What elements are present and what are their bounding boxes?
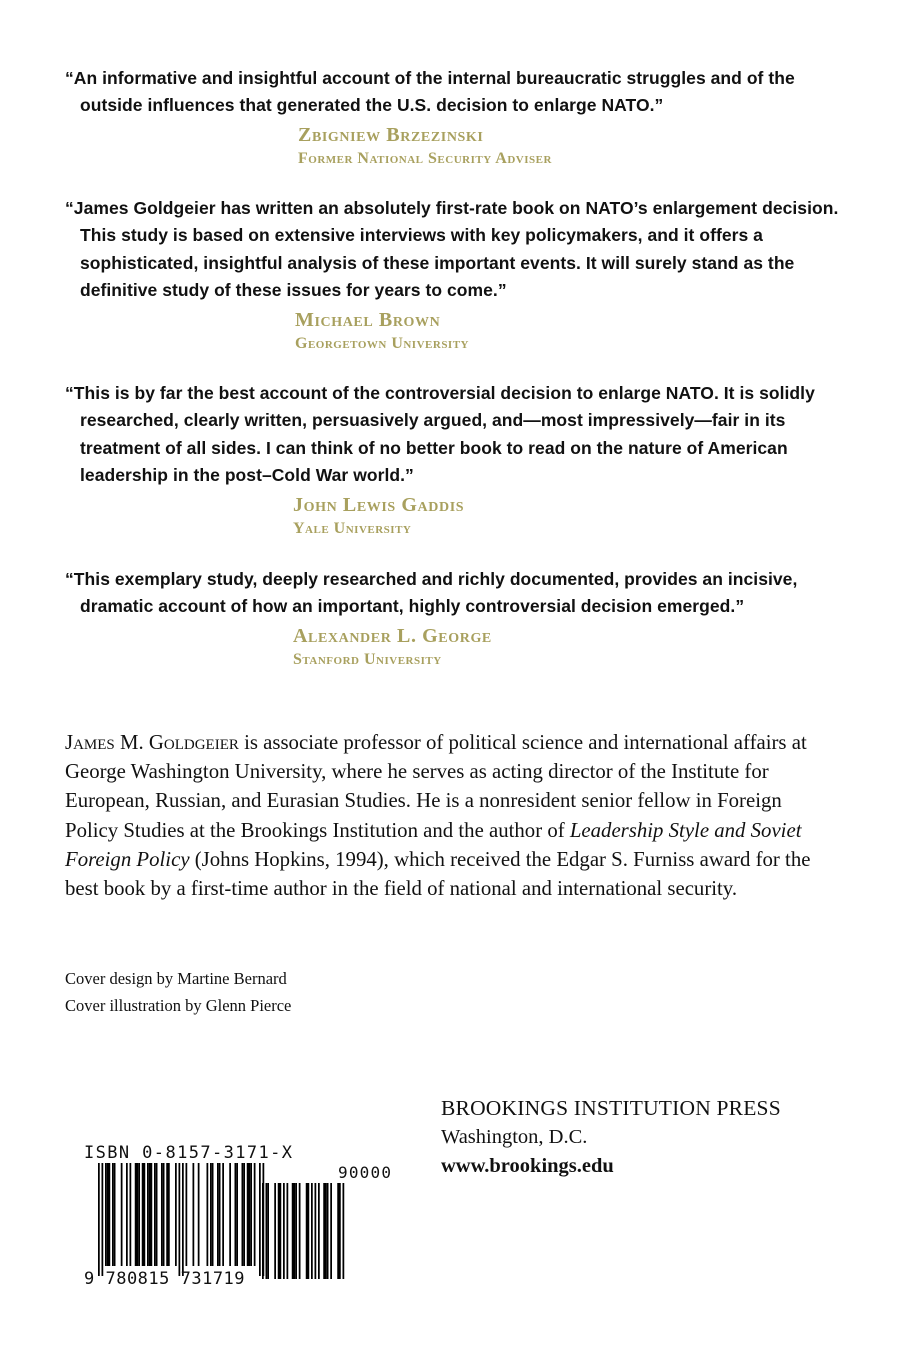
barcode-bar: [198, 1163, 200, 1266]
barcode-bar: [163, 1163, 165, 1266]
barcode-bar: [144, 1163, 146, 1266]
addon-bar: [267, 1183, 269, 1279]
barcode-bar: [149, 1163, 151, 1266]
addon-bar: [292, 1183, 294, 1279]
barcode-bar: [121, 1163, 123, 1266]
barcode-bar: [254, 1163, 256, 1266]
barcode-bar: [243, 1163, 245, 1266]
addon-bar: [325, 1183, 327, 1279]
publisher-name: BROOKINGS INSTITUTION PRESS: [441, 1096, 781, 1120]
isbn-barcode: [84, 1143, 393, 1293]
barcode-bar: [175, 1163, 177, 1266]
barcode-bar: [112, 1163, 114, 1266]
addon-bar: [283, 1183, 285, 1279]
barcode-bar: [126, 1163, 128, 1266]
barcode-bar: [151, 1163, 153, 1266]
addon-bar: [318, 1183, 320, 1279]
blurb-author-name: John Lewis Gaddis: [293, 493, 465, 516]
publisher-url: www.brookings.edu: [441, 1155, 614, 1177]
addon-bar: [308, 1183, 310, 1279]
addon-bar: [278, 1183, 280, 1279]
isbn-number: ISBN 0-8157-3171-X: [84, 1143, 294, 1163]
barcode-bar: [168, 1163, 170, 1266]
barcode-bar: [259, 1163, 261, 1276]
addon-bar: [339, 1183, 341, 1279]
barcode-bar: [212, 1163, 214, 1266]
barcode-bar: [105, 1163, 107, 1266]
blurb-author-name: Michael Brown: [295, 308, 441, 331]
book-title: Leadership Style and Soviet Foreign Policy: [65, 818, 802, 871]
addon-bar: [343, 1183, 345, 1279]
barcode-bar: [107, 1163, 109, 1266]
barcode-bar: [236, 1163, 238, 1266]
barcode-bar: [137, 1163, 139, 1266]
barcode-bar: [102, 1163, 104, 1276]
blurb-author-title: Stanford University: [293, 650, 442, 668]
barcode-bar: [98, 1163, 100, 1276]
blurb-author-title: Georgetown University: [295, 334, 469, 352]
barcode-bar: [250, 1163, 252, 1266]
addon-bar: [294, 1183, 296, 1279]
barcode-bar: [166, 1163, 168, 1266]
addon-bar: [274, 1183, 276, 1279]
addon-bar: [311, 1183, 313, 1279]
barcode-bar: [229, 1163, 231, 1266]
blurb-george: [65, 566, 845, 671]
barcode-bar: [186, 1163, 188, 1266]
barcode-bar: [249, 1163, 251, 1266]
bio-text-1: is associate professor of political science and international affairs at George Washington University, where he serves as acting director of the Institute for European, Russian, and Eurasian Studies. He is a nonresident senior fellow in Foreign Policy Studies at the Brookings Institution and the author of: [65, 731, 807, 842]
barcode-bar: [161, 1163, 163, 1266]
blurb-gaddis: [65, 380, 845, 540]
ean-digits: 9 780815 731719: [84, 1269, 246, 1289]
addon-bar: [337, 1183, 339, 1279]
barcode-bar: [210, 1163, 212, 1266]
ean-bar-group: [98, 1163, 264, 1276]
cover-credits: [65, 965, 291, 1019]
cover-illustration-credit: Cover illustration by Glenn Pierce: [65, 996, 292, 1015]
barcode-bar: [130, 1163, 132, 1266]
barcode-bar: [222, 1163, 224, 1266]
addon-bar: [262, 1183, 264, 1279]
blurb-quote: “James Goldgeier has written an absolutely first-rate book on NATO’s enlargement decision. This study is based on extensive interviews with key policymakers, and it offers a sophisticated, insightful analysis of these important events. It will surely stand as the definitive study of these issues for years to come.”: [65, 198, 839, 301]
addon-bar: [327, 1183, 329, 1279]
barcode-bar: [193, 1163, 195, 1266]
barcode-bar: [247, 1163, 249, 1266]
addon-bar: [323, 1183, 325, 1279]
barcode-bar: [135, 1163, 137, 1266]
barcode-bar: [156, 1163, 158, 1266]
barcode-bar: [179, 1163, 181, 1276]
addon-bar: [295, 1183, 297, 1279]
barcode-bar: [217, 1163, 219, 1266]
cover-design-credit: Cover design by Martine Bernard: [65, 969, 287, 988]
addon-bar: [306, 1183, 308, 1279]
barcode-bar: [242, 1163, 244, 1266]
author-bio: [65, 728, 840, 903]
blurb-author-name: Zbigniew Brzezinski: [298, 123, 484, 146]
addon-bar: [266, 1183, 268, 1279]
blurb-brown: [65, 195, 845, 355]
addon-bar-group: [262, 1183, 344, 1279]
barcode-bar: [147, 1163, 149, 1266]
barcode-bar: [235, 1163, 237, 1266]
addon-bar: [330, 1183, 332, 1279]
barcode-bar: [207, 1163, 209, 1266]
blurb-quote: “This is by far the best account of the controversial decision to enlarge NATO. It is solidly researched, clearly written, persuasively argued, and—most impressively—fair in its treatment of all sides. I can think of no better book to read on the nature of American leadership in the post–Cold War world.”: [65, 383, 815, 486]
barcode-bar: [138, 1163, 140, 1266]
addon-bar: [299, 1183, 301, 1279]
price-code: 90000: [338, 1163, 393, 1182]
barcode-bar: [154, 1163, 156, 1266]
blurb-author-title: Yale University: [293, 519, 412, 537]
blurb-quote: “This exemplary study, deeply researched and richly documented, provides an incisive, dramatic account of how an important, highly controversial decision emerged.”: [65, 569, 798, 617]
blurb-quote: “An informative and insightful account of the internal bureaucratic struggles and of the outside influences that generated the U.S. decision to enlarge NATO.”: [65, 68, 795, 116]
barcode-bar: [142, 1163, 144, 1266]
barcode-bar: [109, 1163, 111, 1266]
publisher-block: [441, 1093, 781, 1181]
addon-bar: [287, 1183, 289, 1279]
barcode-bar: [114, 1163, 116, 1266]
barcode-bar: [219, 1163, 221, 1266]
bio-text-2: (Johns Hopkins, 1994), which received the Edgar S. Furniss award for the best book by a first-time author in the field of national and international security.: [65, 847, 811, 901]
blurb-author-title: Former National Security Adviser: [298, 149, 552, 167]
blurb-brzezinski: [65, 65, 845, 170]
addon-bar: [280, 1183, 282, 1279]
barcode-bar: [182, 1163, 184, 1276]
blurb-author-name: Alexander L. George: [293, 624, 492, 647]
addon-bar: [315, 1183, 317, 1279]
publisher-city: Washington, D.C.: [441, 1126, 588, 1148]
author-name: James M. Goldgeier: [65, 731, 239, 754]
